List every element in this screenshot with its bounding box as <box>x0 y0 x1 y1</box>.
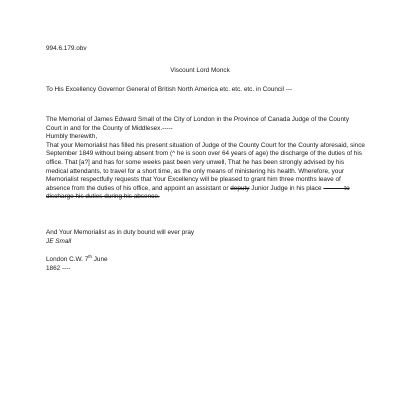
struck-word-deputy: deputy <box>230 184 250 192</box>
memorial-main-paragraph <box>46 142 366 202</box>
day-suffix: th <box>88 253 92 259</box>
signature: JE Small <box>46 237 72 245</box>
place-text: London C.W. 7 <box>46 256 89 263</box>
memorial-body <box>46 116 366 202</box>
year-line: 1862 ---- <box>46 264 71 272</box>
reference-number: 994.6.179.obv <box>46 45 87 52</box>
place-date-block <box>46 253 366 273</box>
main-text-before: That your Memorialist has filled his present situation of Judge of the County Court for the County aforesaid, since September 1849 without being absent from (^ he is soon over 64 years of age) the discharge of the duties of his office. That [a?] and has for some weeks past been very unwell, That he has been strongly advised by his medical attendants, to travel for a short time, as the only means of ministering his health. Wherefore, your Memorialist respectfully requests that Your Excellency will be pleased to grant him three months leave of absence from the duties of his office, and appoint an assistant or <box>46 141 365 192</box>
main-text-middle: Junior Judge in his place <box>249 184 324 192</box>
struck-text-ending: --------- to discharge his duties during his absence. <box>46 184 350 201</box>
closing-block <box>46 229 366 246</box>
month-text: June <box>91 256 108 263</box>
closing-pray-line: And Your Memorialist as in duty bound will ever pray <box>46 229 195 236</box>
memorial-opening: The Memorial of James Edward Small of the City of London in the Province of Canada Judge of the County Court in and for the County of Middlesex.----- <box>46 116 350 132</box>
salutation-line: To His Excellency Governor General of British North America etc. etc. etc. in Council --- <box>46 86 293 93</box>
place-date-line <box>46 253 366 265</box>
addressee-heading: Viscount Lord Monck <box>170 67 230 74</box>
humbly-line: Humbly therewith, <box>46 133 98 141</box>
